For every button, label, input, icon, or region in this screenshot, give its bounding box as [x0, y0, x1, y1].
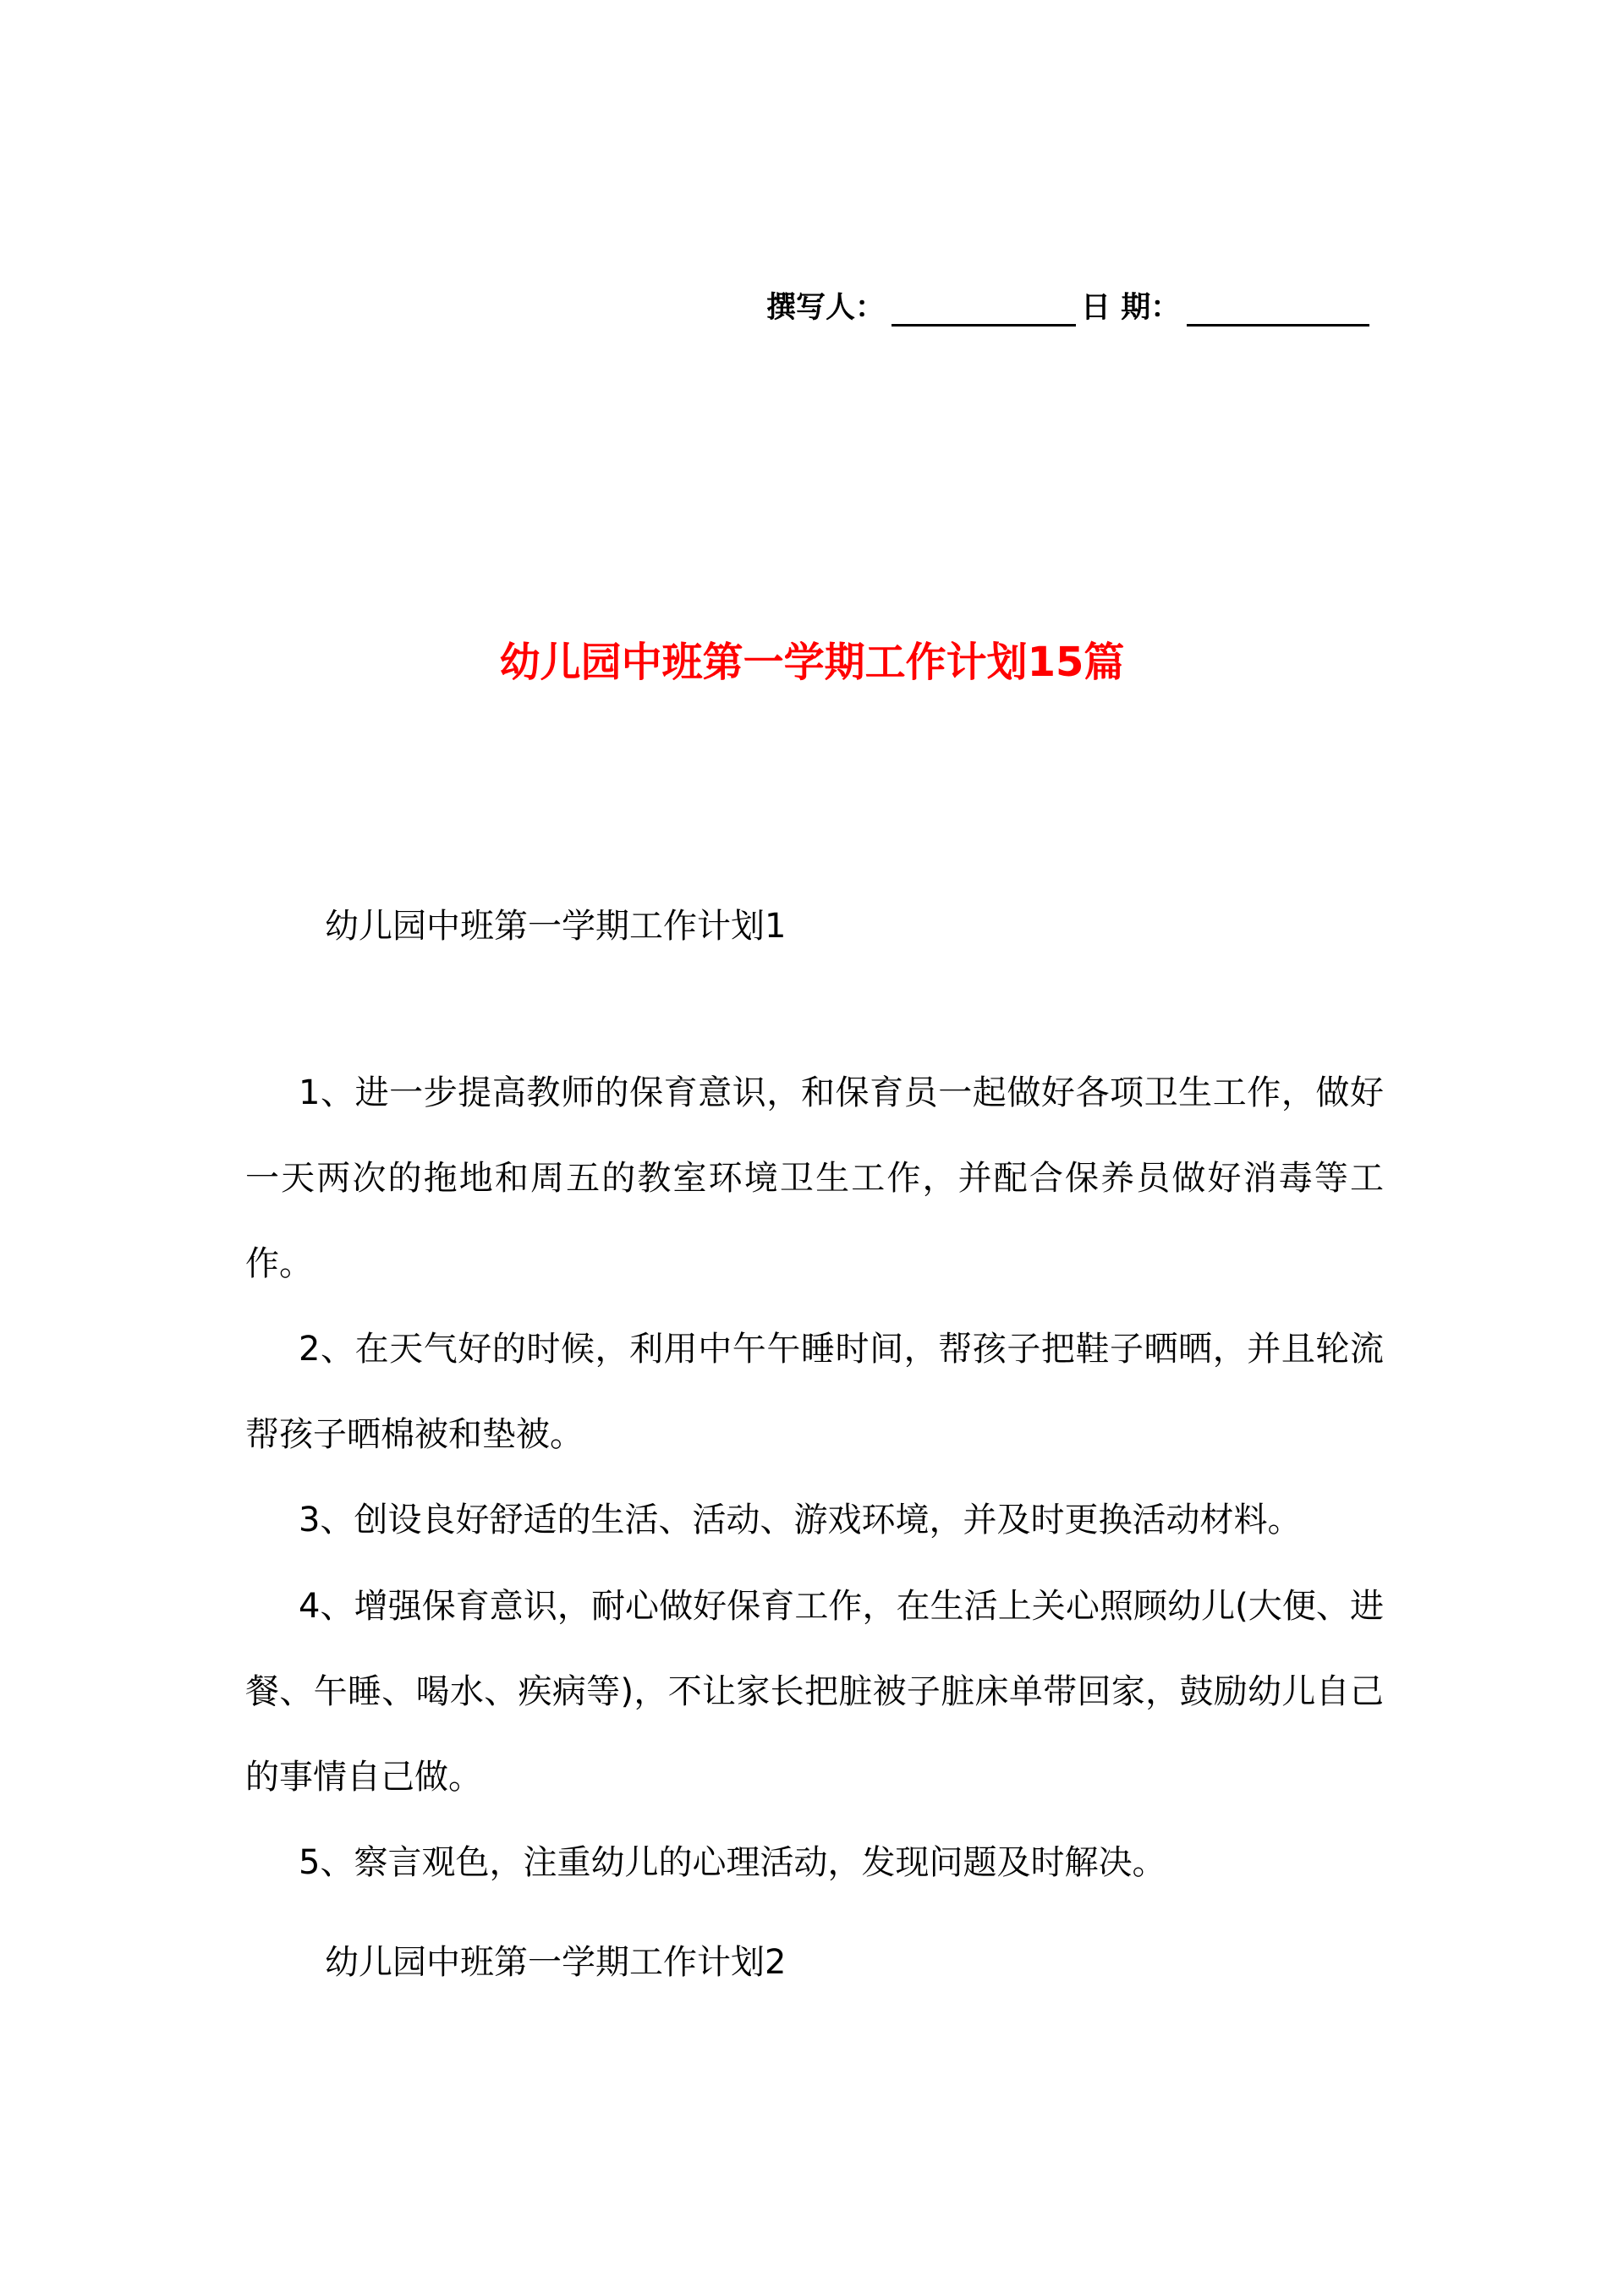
author-label: 撰写人： [766, 291, 886, 325]
date-blank [1187, 292, 1369, 327]
document-title: 幼儿园中班第一学期工作计划15篇 [499, 639, 1125, 686]
paragraph-2: 2、在天气好的时候，利用中午午睡时间，帮孩子把鞋子晒晒，并且轮流帮孩子晒棉被和垫被。 [245, 1330, 1384, 1454]
paragraph-3: 3、创设良好舒适的生活、活动、游戏环境，并及时更换活动材料。 [299, 1501, 1302, 1539]
date-label: 日 期： [1081, 291, 1181, 325]
section-heading-1: 幼儿园中班第一学期工作计划1 [325, 907, 787, 946]
author-blank [892, 292, 1076, 327]
author-date-line [766, 279, 1389, 327]
paragraph-5: 5、察言观色，注重幼儿的心理活动，发现问题及时解决。 [299, 1843, 1166, 1882]
section-heading-2: 幼儿园中班第一学期工作计划2 [325, 1943, 787, 1982]
paragraph-1: 1、进一步提高教师的保育意识，和保育员一起做好各项卫生工作，做好一天两次的拖地和周五的教室环境卫生工作，并配合保养员做好消毒等工作。 [245, 1073, 1384, 1283]
paragraph-4: 4、增强保育意识，耐心做好保育工作，在生活上关心照顾幼儿(大便、进餐、午睡、喝水、疾病等)，不让家长把脏被子脏床单带回家，鼓励幼儿自己的事情自己做。 [245, 1587, 1384, 1797]
